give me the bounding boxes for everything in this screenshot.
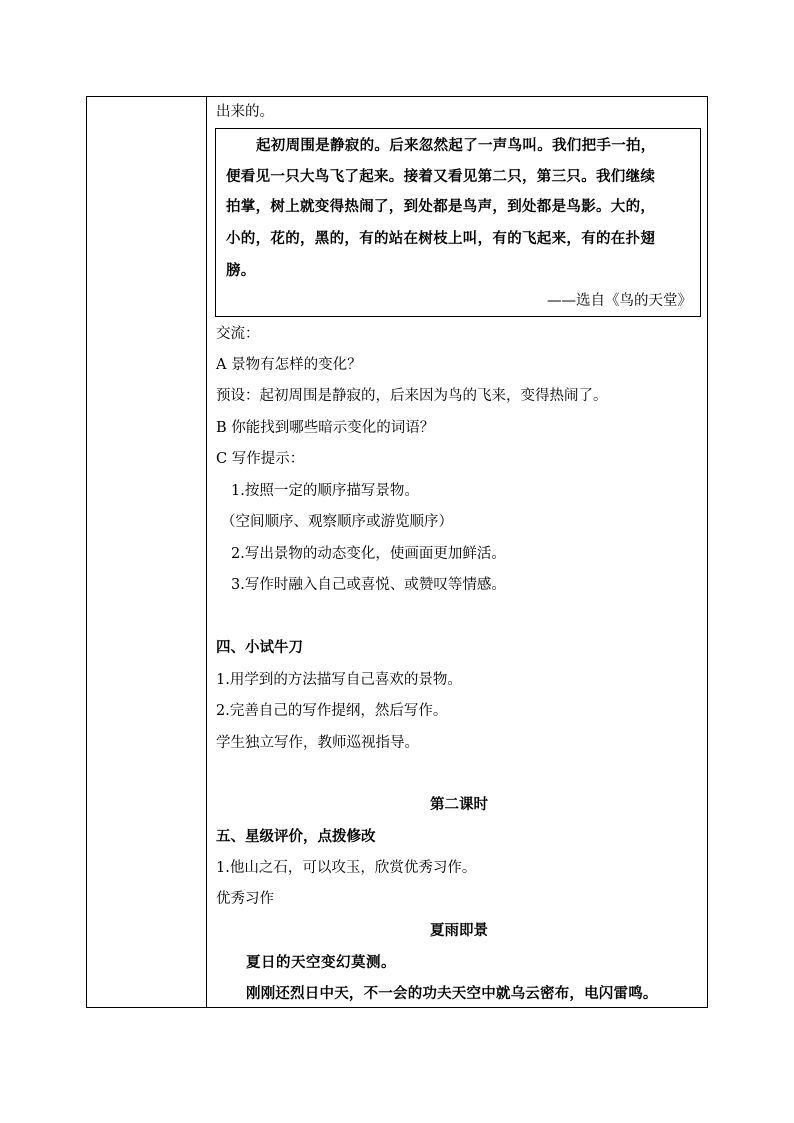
quote-line: 小的，花的，黑的，有的站在树枝上叫，有的飞起来，有的在扑翅 <box>226 230 656 247</box>
section-item: 1.他山之石，可以攻玉，欣赏优秀习作。 <box>216 860 477 876</box>
writing-tip: 3.写作时融入自己或喜悦、或赞叹等情感。 <box>231 577 506 593</box>
essay-line: 刚刚还烈日中天，不一会的功夫天空中就乌云密布，电闪雷鸣。 <box>246 985 658 1002</box>
section-heading: 四、小试牛刀 <box>216 639 303 656</box>
question-a: A 景物有怎样的变化？ <box>216 357 362 373</box>
question-c: C 写作提示： <box>216 451 305 467</box>
essay-label: 优秀习作 <box>216 891 274 907</box>
continued-text: 出来的。 <box>216 104 274 120</box>
essay-title: 夏雨即景 <box>430 922 488 939</box>
quote-source: ——选自《鸟的天堂》 <box>547 293 692 309</box>
discussion-label: 交流： <box>216 326 260 342</box>
essay-line: 夏日的天空变幻莫测。 <box>246 954 396 971</box>
question-b: B 你能找到哪些暗示变化的词语？ <box>216 420 435 436</box>
quote-line: 便看见一只大鸟飞了起来。接着又看见第二只，第三只。我们继续 <box>226 168 656 185</box>
answer-a: 预设：起初周围是静寂的，后来因为鸟的飞来，变得热闹了。 <box>216 388 608 404</box>
table-column-divider <box>206 96 207 1008</box>
quote-line: 起初周围是静寂的。后来忽然起了一声鸟叫。我们把手一拍， <box>256 137 656 154</box>
writing-tip: 2.写出景物的动态变化，使画面更加鲜活。 <box>231 546 506 562</box>
section-item: 1.用学到的方法描写自己喜欢的景物。 <box>216 672 462 688</box>
section-item: 学生独立写作，教师巡视指导。 <box>216 735 419 751</box>
section-item: 2.完善自己的写作提纲，然后写作。 <box>216 703 448 719</box>
quote-box <box>215 128 701 317</box>
writing-tip: （空间顺序、观察顺序或游览顺序） <box>221 514 453 530</box>
writing-tip: 1.按照一定的顺序描写景物。 <box>231 483 419 499</box>
quote-line: 膀。 <box>226 262 256 279</box>
section-heading: 五、星级评价，点拨修改 <box>216 828 376 845</box>
quote-line: 拍掌，树上就变得热闹了，到处都是鸟声，到处都是鸟影。大的， <box>226 198 656 215</box>
lesson-title: 第二课时 <box>430 796 488 813</box>
